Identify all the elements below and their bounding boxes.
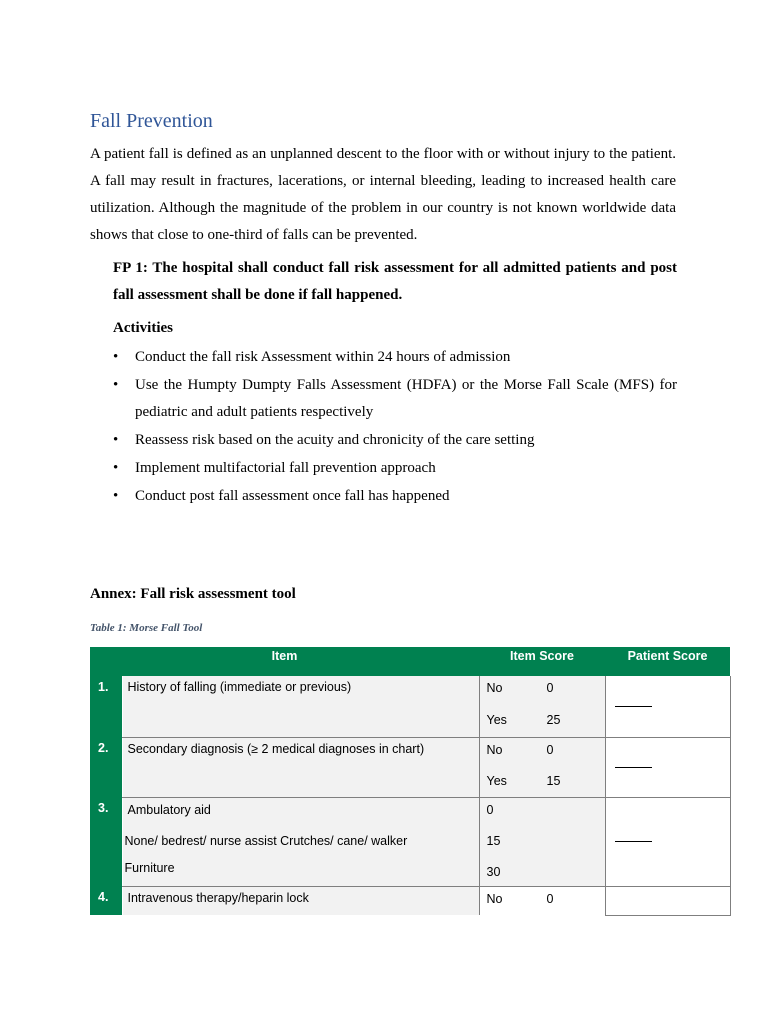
patient-score-field[interactable] bbox=[605, 737, 730, 797]
row-item-score bbox=[479, 797, 605, 886]
column-header-item: Item bbox=[90, 647, 479, 676]
score-value: 25 bbox=[546, 713, 561, 727]
row-number: 1. bbox=[90, 676, 122, 737]
patient-score-field[interactable] bbox=[605, 886, 730, 915]
patient-score-field[interactable] bbox=[605, 797, 730, 886]
table-header-row bbox=[90, 647, 730, 676]
table-row bbox=[90, 676, 730, 737]
table-row bbox=[90, 737, 730, 797]
bullet-icon: • bbox=[113, 432, 119, 448]
table-row bbox=[90, 797, 730, 886]
list-item-text: Reassess risk based on the acuity and chronicity of the care setting bbox=[135, 432, 535, 448]
score-label: Yes bbox=[486, 713, 507, 727]
list-item bbox=[113, 427, 677, 454]
row-number: 3. bbox=[90, 797, 122, 886]
row-item-score bbox=[479, 886, 605, 915]
row-item bbox=[122, 797, 479, 886]
intro-paragraph: A patient fall is defined as an unplanned descent to the floor with or without injury to the patient. A fall may result in fractures, lacerations, or internal bleeding, leading to increased health care utilization. Although the magnitude of the problem in our country is not known worldwide data shows that close to one-third of falls can be prevented. bbox=[90, 146, 676, 243]
patient-score-blank bbox=[615, 767, 652, 768]
score-label: 15 bbox=[486, 833, 501, 848]
column-header-item-score: Item Score bbox=[479, 647, 605, 676]
list-item bbox=[113, 372, 677, 426]
list-item-text: Conduct post fall assessment once fall has happened bbox=[135, 488, 450, 504]
row-item: Secondary diagnosis (≥ 2 medical diagnoses in chart) bbox=[122, 737, 479, 797]
row-item-option: None/ bedrest/ nurse assist Crutches/ cane/ walker bbox=[124, 833, 408, 848]
list-item-text: Conduct the fall risk Assessment within 24 hours of admission bbox=[135, 349, 511, 365]
score-label: No bbox=[486, 742, 503, 757]
list-item-text: Implement multifactorial fall prevention approach bbox=[135, 460, 436, 476]
bullet-icon: • bbox=[113, 488, 119, 504]
table-row bbox=[90, 886, 730, 915]
row-item: Intravenous therapy/heparin lock bbox=[122, 886, 479, 915]
table-caption: Table 1: Morse Fall Tool bbox=[90, 622, 203, 634]
annex-title: Annex: Fall risk assessment tool bbox=[90, 586, 296, 602]
patient-score-blank bbox=[615, 706, 652, 707]
row-item: History of falling (immediate or previous) bbox=[122, 676, 479, 737]
activities-heading: Activities bbox=[113, 320, 173, 336]
score-value: 0 bbox=[546, 681, 554, 695]
list-item bbox=[113, 455, 677, 482]
list-item-text: Use the Humpty Dumpty Falls Assessment (HDFA) or the Morse Fall Scale (MFS) for pediatric and adult patients respectively bbox=[135, 377, 677, 420]
patient-score-blank bbox=[615, 841, 652, 842]
standard-statement: FP 1: The hospital shall conduct fall risk assessment for all admitted patients and post fall assessment shall be done if fall happened. bbox=[113, 260, 677, 303]
score-value: 15 bbox=[546, 773, 561, 788]
list-item bbox=[113, 483, 677, 510]
bullet-icon: • bbox=[113, 349, 119, 365]
row-item-score bbox=[479, 737, 605, 797]
score-value: 0 bbox=[546, 742, 554, 757]
row-item-title: Ambulatory aid bbox=[127, 802, 211, 817]
row-item-score bbox=[479, 676, 605, 737]
score-value: 0 bbox=[546, 891, 554, 906]
score-label: 0 bbox=[486, 802, 494, 817]
score-label: No bbox=[486, 891, 503, 906]
row-item-option: Furniture bbox=[124, 860, 175, 875]
activities-list bbox=[113, 344, 677, 511]
column-header-patient-score: Patient Score bbox=[605, 647, 730, 676]
morse-fall-table bbox=[90, 647, 731, 916]
row-number: 4. bbox=[90, 886, 122, 915]
bullet-icon: • bbox=[113, 460, 119, 476]
list-item bbox=[113, 344, 677, 371]
patient-score-field[interactable] bbox=[605, 676, 730, 737]
bullet-icon: • bbox=[113, 377, 119, 393]
score-label: 30 bbox=[486, 864, 501, 879]
score-label: No bbox=[486, 681, 503, 695]
row-number: 2. bbox=[90, 737, 122, 797]
section-title: Fall Prevention bbox=[90, 110, 213, 132]
score-label: Yes bbox=[486, 773, 507, 788]
